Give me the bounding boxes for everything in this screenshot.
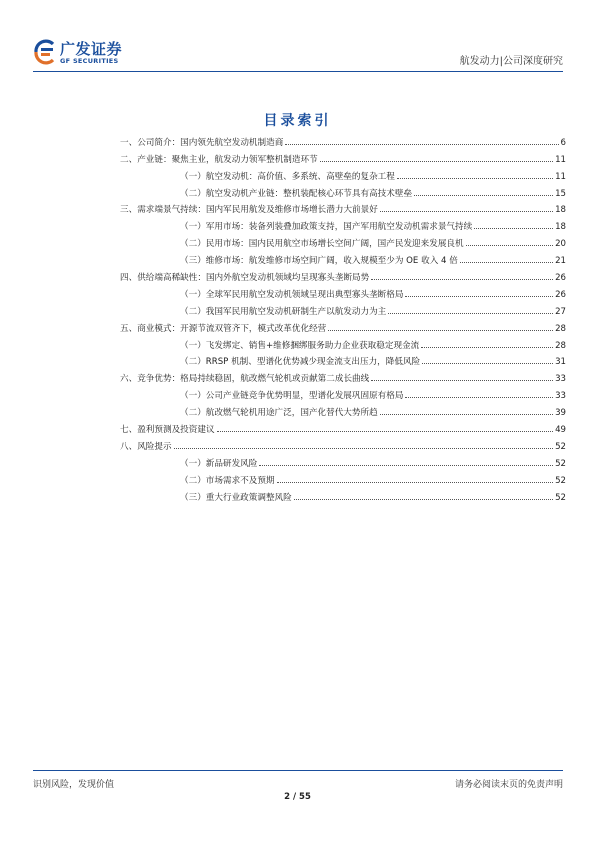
- toc-entry-page: 28: [555, 340, 566, 351]
- toc-entry-title: （一）公司产业链竞争优势明显，型谱化发展巩固原有格局: [180, 391, 404, 402]
- toc-entry-page: 26: [555, 273, 566, 284]
- toc-entry-title: 六、竞争优势：格局持续稳固，航改燃气轮机或贡献第二成长曲线: [120, 374, 370, 385]
- toc-leader-dots: [474, 228, 553, 229]
- toc-leader-dots: [460, 262, 553, 263]
- header-divider: [33, 71, 563, 72]
- toc-entry[interactable]: [120, 215, 566, 232]
- toc-entry[interactable]: [120, 283, 566, 300]
- toc-leader-dots: [405, 397, 553, 398]
- toc-entry-page: 18: [555, 205, 566, 216]
- toc-entry-title: （二）民用市场：国内民用航空市场增长空间广阔，国产民发迎来发展良机: [180, 239, 464, 250]
- toc-entry-page: 31: [555, 357, 566, 368]
- toc-entry[interactable]: [120, 249, 566, 266]
- toc-entry-page: 27: [555, 306, 566, 317]
- toc-entry[interactable]: [120, 300, 566, 317]
- toc-entry-title: （一）新品研发风险: [180, 458, 258, 469]
- toc-entry[interactable]: [120, 334, 566, 351]
- toc-entry-title: （三）重大行业政策调整风险: [180, 492, 292, 503]
- footer-slogan: 识别风险，发现价值: [33, 780, 115, 790]
- toc-leader-dots: [259, 465, 553, 466]
- toc-leader-dots: [217, 431, 554, 432]
- toc-entry-page: 33: [555, 374, 566, 385]
- toc-entry[interactable]: [120, 131, 566, 148]
- toc-leader-dots: [371, 380, 553, 381]
- page-header: [33, 36, 563, 70]
- table-of-contents: [120, 131, 566, 503]
- toc-entry-title: （一）航空发动机：高价值、多系统、高壁垒的复杂工程: [180, 171, 395, 182]
- toc-entry[interactable]: [120, 401, 566, 418]
- toc-entry-page: 28: [555, 323, 566, 334]
- toc-entry-title: （二）航改燃气轮机用途广泛，国产化替代大势所趋: [180, 408, 378, 419]
- toc-entry-title: 八、风险提示: [120, 441, 172, 452]
- toc-leader-dots: [294, 499, 553, 500]
- toc-leader-dots: [466, 245, 553, 246]
- toc-leader-dots: [380, 211, 553, 212]
- toc-entry-page: 11: [555, 171, 566, 182]
- toc-leader-dots: [285, 144, 558, 145]
- toc-entry-page: 20: [555, 239, 566, 250]
- toc-entry-page: 18: [555, 222, 566, 233]
- toc-entry-page: 15: [555, 188, 566, 199]
- toc-entry-title: （二）我国军民用航空发动机研制生产以航发动力为主: [180, 306, 387, 317]
- toc-entry[interactable]: [120, 148, 566, 165]
- toc-entry-title: 三、需求端景气持续：国内军民用航发及维修市场增长潜力大前景好: [120, 205, 378, 216]
- toc-entry[interactable]: [120, 182, 566, 199]
- toc-entry-title: （一）飞发绑定、销售+维修捆绑服务助力企业获取稳定现金流: [180, 340, 420, 351]
- toc-entry-page: 52: [555, 441, 566, 452]
- toc-leader-dots: [380, 414, 553, 415]
- toc-entry-title: （一）军用市场：装备列装叠加政策支持，国产军用航空发动机需求景气持续: [180, 222, 473, 233]
- toc-title: 目录索引: [263, 113, 332, 129]
- toc-entry-page: 26: [555, 289, 566, 300]
- toc-entry[interactable]: [120, 435, 566, 452]
- toc-leader-dots: [414, 195, 553, 196]
- toc-entry-page: 52: [555, 458, 566, 469]
- gf-logo-icon: [33, 39, 57, 65]
- company-logo: [33, 36, 153, 68]
- toc-leader-dots: [405, 296, 553, 297]
- toc-entry-page: 52: [555, 492, 566, 503]
- toc-entry[interactable]: [120, 384, 566, 401]
- logo-chinese-text: 广发证券: [60, 40, 123, 58]
- toc-entry-title: （二）市场需求不及预期: [180, 475, 275, 486]
- toc-entry[interactable]: [120, 232, 566, 249]
- toc-entry[interactable]: [120, 486, 566, 503]
- footer-divider: [33, 770, 563, 771]
- toc-entry[interactable]: [120, 418, 566, 435]
- toc-entry-title: 五、商业模式：开源节流双管齐下，模式改革优化经营: [120, 323, 327, 334]
- toc-entry-page: 33: [555, 391, 566, 402]
- toc-leader-dots: [320, 161, 553, 162]
- toc-entry[interactable]: [120, 266, 566, 283]
- report-category: 航发动力|公司深度研究: [459, 56, 563, 67]
- toc-leader-dots: [371, 279, 553, 280]
- toc-leader-dots: [277, 482, 554, 483]
- toc-leader-dots: [174, 448, 553, 449]
- toc-entry[interactable]: [120, 452, 566, 469]
- toc-entry-title: （一）全球军民用航空发动机领域呈现出典型寡头垄断格局: [180, 289, 404, 300]
- toc-entry[interactable]: [120, 351, 566, 368]
- logo-english-text: GF SECURITIES: [60, 57, 119, 65]
- toc-leader-dots: [388, 313, 553, 314]
- toc-entry-title: 七、盈利预测及投资建议: [120, 425, 215, 436]
- page-number: 2 / 55: [284, 792, 311, 802]
- toc-leader-dots: [397, 178, 553, 179]
- toc-entry[interactable]: [120, 367, 566, 384]
- toc-entry[interactable]: [120, 199, 566, 216]
- toc-entry-page: 52: [555, 475, 566, 486]
- toc-entry-page: 39: [555, 408, 566, 419]
- toc-entry[interactable]: [120, 317, 566, 334]
- toc-entry-page: 6: [560, 137, 566, 148]
- toc-entry-title: 四、供给端高稀缺性：国内外航空发动机领域均呈现寡头垄断局势: [120, 273, 370, 284]
- toc-entry-page: 21: [555, 256, 566, 267]
- toc-leader-dots: [421, 347, 553, 348]
- toc-entry-page: 11: [555, 154, 566, 165]
- toc-entry-title: 一、公司简介：国内领先航空发动机制造商: [120, 137, 284, 148]
- toc-entry[interactable]: [120, 469, 566, 486]
- toc-leader-dots: [422, 363, 553, 364]
- toc-entry-title: （二）RRSP 机制、型谱化优势减少现金流支出压力，降低风险: [180, 357, 421, 368]
- toc-entry-title: 二、产业链：聚焦主业，航发动力领军整机制造环节: [120, 154, 318, 165]
- footer-disclaimer: 请务必阅读末页的免责声明: [454, 780, 563, 790]
- toc-entry[interactable]: [120, 165, 566, 182]
- toc-entry-title: （二）航空发动机产业链：整机装配核心环节具有高技术壁垒: [180, 188, 413, 199]
- toc-entry-page: 49: [555, 425, 566, 436]
- toc-entry-title: （三）维修市场：航发维修市场空间广阔，收入规模至少为 OE 收入 4 倍: [180, 256, 458, 267]
- toc-leader-dots: [328, 330, 553, 331]
